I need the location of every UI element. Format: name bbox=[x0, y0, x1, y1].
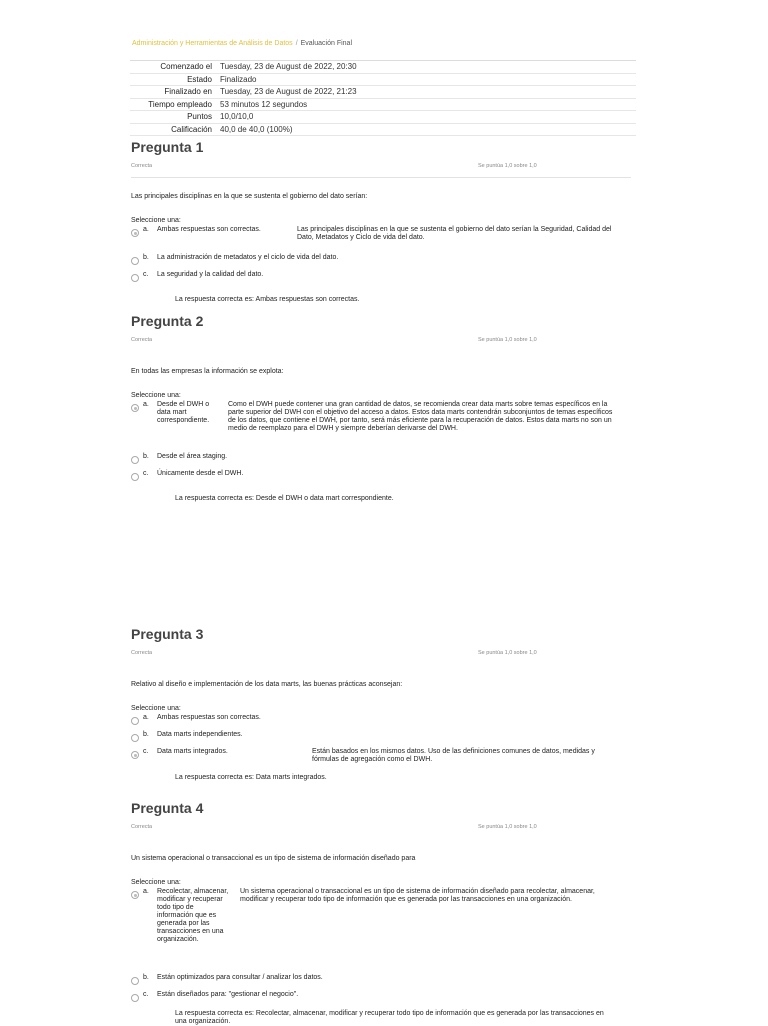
summary-row bbox=[130, 73, 636, 86]
answer-option-a[interactable] bbox=[131, 888, 631, 968]
answer-feedback: Como el DWH puede contener una gran cantidad de datos, se recomienda crear data marts sobre temas específicos en la parte superior del DWH con el objetivo del acceso a datos. Estos data marts contendrán subconjuntos de temas específicos de los datos, que contiene el DWH, por tanto, será más eficiente para la recuperación de datos. Estos data marts no son un medio de reemplazo para el DWH y siempre deberían derivarse del DWH. bbox=[228, 401, 613, 432]
summary-value: Tuesday, 23 de August de 2022, 21:23 bbox=[216, 86, 636, 99]
answer-list bbox=[131, 888, 631, 1002]
answer-text: Desde el DWH o data mart correspondiente. bbox=[157, 401, 210, 424]
question-4 bbox=[131, 800, 631, 1026]
summary-label: Comenzado el bbox=[130, 61, 216, 74]
radio-selected-icon[interactable] bbox=[131, 751, 139, 759]
summary-value: Finalizado bbox=[216, 73, 636, 86]
radio-icon[interactable] bbox=[131, 977, 139, 985]
select-prompt: Seleccione una: bbox=[131, 879, 181, 886]
question-text: Relativo al diseño e implementación de los data marts, las buenas prácticas aconsejan: bbox=[131, 681, 403, 688]
summary-label: Estado bbox=[130, 73, 216, 86]
answer-letter: a. bbox=[143, 888, 149, 895]
summary-label: Calificación bbox=[130, 123, 216, 136]
answer-letter: c. bbox=[143, 748, 149, 755]
answer-text: Data marts independientes. bbox=[157, 731, 243, 738]
answer-letter: c. bbox=[143, 271, 149, 278]
answer-text: Recolectar, almacenar, modificar y recuperar todo tipo de información que es generada por las transacciones en una organización. bbox=[157, 888, 229, 943]
answer-option-c[interactable] bbox=[131, 991, 631, 1002]
select-prompt: Seleccione una: bbox=[131, 392, 181, 399]
answer-option-b[interactable] bbox=[131, 731, 631, 742]
question-meta bbox=[131, 650, 631, 660]
question-state: Correcta bbox=[131, 337, 153, 343]
question-text: En todas las empresas la información se explota: bbox=[131, 368, 284, 375]
radio-icon[interactable] bbox=[131, 734, 139, 742]
answer-option-a[interactable] bbox=[131, 714, 631, 725]
answer-feedback: Un sistema operacional o transaccional es un tipo de sistema de información diseñado para recolectar, almacenar, modificar y recuperar todo tipo de información que es generada por las transacciones en una organización. bbox=[240, 888, 595, 903]
answer-option-c[interactable] bbox=[131, 470, 631, 481]
answer-option-a[interactable] bbox=[131, 226, 631, 248]
question-state: Correcta bbox=[131, 650, 153, 656]
question-title: Pregunta 4 bbox=[131, 800, 204, 816]
question-state: Correcta bbox=[131, 163, 153, 169]
breadcrumb-course-link[interactable]: Administración y Herramientas de Análisis de Datos bbox=[132, 40, 293, 47]
question-divider bbox=[131, 177, 631, 178]
summary-value: 40,0 de 40,0 (100%) bbox=[216, 123, 636, 136]
answer-text: Están diseñados para: "gestionar el negocio". bbox=[157, 991, 299, 998]
breadcrumb-current: Evaluación Final bbox=[300, 40, 353, 47]
correct-answer-text: La respuesta correcta es: Data marts integrados. bbox=[175, 774, 327, 781]
summary-row bbox=[130, 61, 636, 74]
answer-letter: b. bbox=[143, 453, 149, 460]
answer-letter: a. bbox=[143, 401, 149, 408]
answer-list bbox=[131, 401, 631, 481]
summary-row bbox=[130, 98, 636, 111]
question-meta bbox=[131, 824, 631, 834]
select-prompt: Seleccione una: bbox=[131, 217, 181, 224]
answer-text: La administración de metadatos y el ciclo de vida del dato. bbox=[157, 254, 339, 261]
answer-text: Ambas respuestas son correctas. bbox=[157, 226, 261, 233]
summary-row bbox=[130, 111, 636, 124]
question-text: Las principales disciplinas en la que se sustenta el gobierno del dato serían: bbox=[131, 193, 368, 200]
question-grade: Se puntúa 1,0 sobre 1,0 bbox=[478, 824, 537, 830]
question-2 bbox=[131, 313, 631, 503]
answer-letter: c. bbox=[143, 991, 149, 998]
summary-value: 10,0/10,0 bbox=[216, 111, 636, 124]
radio-icon[interactable] bbox=[131, 456, 139, 464]
answer-text: Ambas respuestas son correctas. bbox=[157, 714, 261, 721]
question-title: Pregunta 3 bbox=[131, 626, 204, 642]
question-text: Un sistema operacional o transaccional es un tipo de sistema de información diseñado para bbox=[131, 855, 416, 862]
question-meta bbox=[131, 163, 631, 173]
correct-answer-text: La respuesta correcta es: Ambas respuestas son correctas. bbox=[175, 296, 360, 303]
answer-letter: b. bbox=[143, 254, 149, 261]
summary-value: Tuesday, 23 de August de 2022, 20:30 bbox=[216, 61, 636, 74]
question-grade: Se puntúa 1,0 sobre 1,0 bbox=[478, 337, 537, 343]
summary-label: Finalizado en bbox=[130, 86, 216, 99]
answer-option-b[interactable] bbox=[131, 453, 631, 464]
select-prompt: Seleccione una: bbox=[131, 705, 181, 712]
answer-letter: a. bbox=[143, 226, 149, 233]
answer-option-c[interactable] bbox=[131, 748, 631, 766]
question-grade: Se puntúa 1,0 sobre 1,0 bbox=[478, 163, 537, 169]
breadcrumb-separator: / bbox=[295, 40, 298, 47]
question-1 bbox=[131, 139, 631, 304]
answer-feedback: Las principales disciplinas en la que se sustenta el gobierno del dato serían la Seguridad, Calidad del Dato, Metadatos y Ciclo de vida del dato. bbox=[297, 226, 612, 241]
answer-text: La seguridad y la calidad del dato. bbox=[157, 271, 264, 278]
question-state: Correcta bbox=[131, 824, 153, 830]
answer-option-b[interactable] bbox=[131, 254, 631, 265]
question-grade: Se puntúa 1,0 sobre 1,0 bbox=[478, 650, 537, 656]
radio-icon[interactable] bbox=[131, 717, 139, 725]
answer-letter: b. bbox=[143, 731, 149, 738]
answer-option-c[interactable] bbox=[131, 271, 631, 282]
radio-selected-icon[interactable] bbox=[131, 229, 139, 237]
answer-letter: c. bbox=[143, 470, 149, 477]
radio-icon[interactable] bbox=[131, 274, 139, 282]
correct-answer-text: La respuesta correcta es: Recolectar, almacenar, modificar y recuperar todo tipo de información que es generada por las transacciones en una organización. bbox=[175, 1010, 604, 1025]
answer-list bbox=[131, 714, 631, 766]
summary-row bbox=[130, 86, 636, 99]
question-meta bbox=[131, 337, 631, 347]
answer-list bbox=[131, 226, 631, 282]
answer-option-a[interactable] bbox=[131, 401, 631, 447]
summary-label: Puntos bbox=[130, 111, 216, 124]
breadcrumb bbox=[132, 40, 352, 47]
answer-letter: b. bbox=[143, 974, 149, 981]
answer-text: Data marts integrados. bbox=[157, 748, 228, 755]
question-title: Pregunta 1 bbox=[131, 139, 204, 155]
summary-row bbox=[130, 123, 636, 136]
attempt-summary-table bbox=[130, 60, 636, 136]
answer-feedback: Están basados en los mismos datos. Uso de las definiciones comunes de datos, medidas y fórmulas de agregación como el DWH. bbox=[312, 748, 595, 763]
answer-letter: a. bbox=[143, 714, 149, 721]
summary-value: 53 minutos 12 segundos bbox=[216, 98, 636, 111]
correct-answer-text: La respuesta correcta es: Desde el DWH o data mart correspondiente. bbox=[175, 495, 394, 502]
answer-option-b[interactable] bbox=[131, 974, 631, 985]
summary-label: Tiempo empleado bbox=[130, 98, 216, 111]
answer-text: Únicamente desde el DWH. bbox=[157, 470, 244, 477]
radio-icon[interactable] bbox=[131, 994, 139, 1002]
radio-icon[interactable] bbox=[131, 257, 139, 265]
question-3 bbox=[131, 626, 631, 782]
answer-text: Están optimizados para consultar / analizar los datos. bbox=[157, 974, 323, 981]
radio-selected-icon[interactable] bbox=[131, 891, 139, 899]
radio-selected-icon[interactable] bbox=[131, 404, 139, 412]
answer-text: Desde el área staging. bbox=[157, 453, 228, 460]
question-title: Pregunta 2 bbox=[131, 313, 204, 329]
radio-icon[interactable] bbox=[131, 473, 139, 481]
